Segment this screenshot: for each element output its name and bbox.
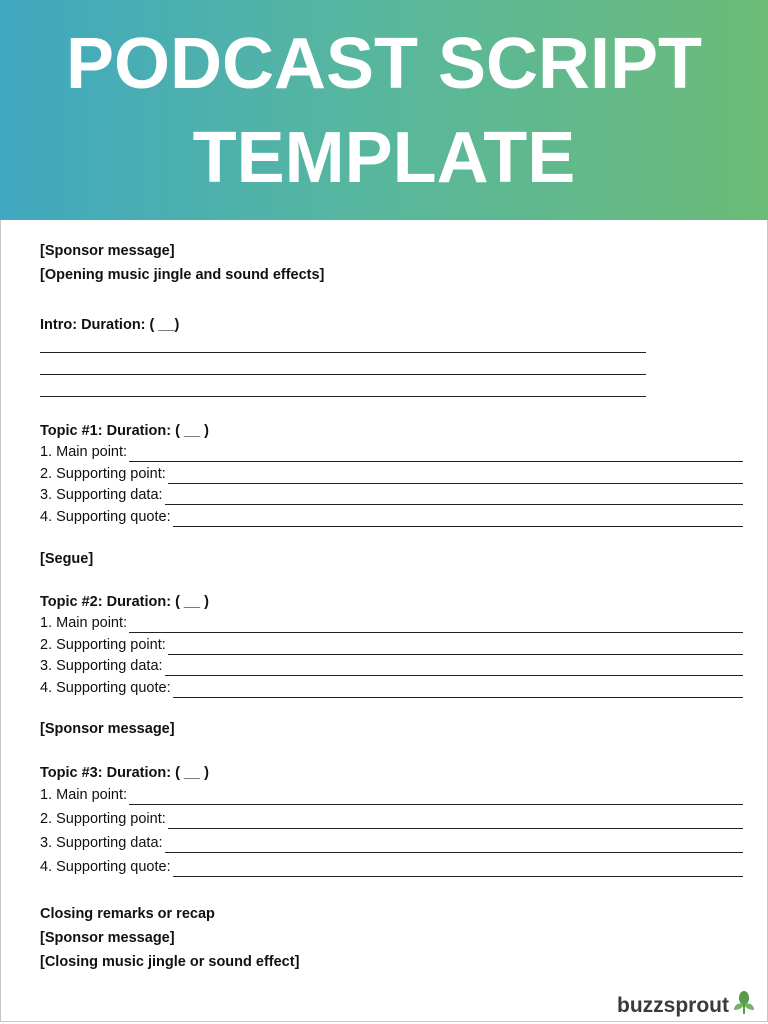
topic2-supporting-point <box>40 635 743 655</box>
topic1-supporting-quote-blank <box>173 512 743 527</box>
topic1-supporting-point <box>40 464 743 484</box>
intro-blank-line-3 <box>40 396 646 397</box>
buzzsprout-logo <box>617 990 755 1021</box>
topic1-supporting-data-label: 3. Supporting data: <box>40 487 163 503</box>
opening-sponsor-message: [Sponsor message] <box>40 243 175 259</box>
topic3-main-point-label: 1. Main point: <box>40 787 128 803</box>
topic3-supporting-quote-blank <box>173 862 743 877</box>
topic2-supporting-point-blank <box>168 640 743 655</box>
topic2-supporting-data-blank <box>165 661 743 676</box>
topic2-main-point-label: 1. Main point: <box>40 615 128 631</box>
topic2-supporting-point-label: 2. Supporting point: <box>40 637 166 653</box>
closing-sponsor-message: [Sponsor message] <box>40 930 175 946</box>
topic3-supporting-quote-label: 4. Supporting quote: <box>40 859 171 875</box>
header-banner <box>0 0 768 220</box>
topic3-supporting-point-label: 2. Supporting point: <box>40 811 166 827</box>
topic3-heading: Topic #3: Duration: ( __ ) <box>40 765 209 781</box>
topic3-supporting-quote <box>40 857 743 877</box>
topic2-supporting-quote-blank <box>173 683 743 698</box>
mid-sponsor-message: [Sponsor message] <box>40 721 175 737</box>
intro-heading: Intro: Duration: ( __) <box>40 317 180 333</box>
topic2-main-point-blank <box>129 618 743 633</box>
segue: [Segue] <box>40 551 94 567</box>
topic1-supporting-point-blank <box>168 469 743 484</box>
topic1-main-point-label: 1. Main point: <box>40 444 128 460</box>
opening-music: [Opening music jingle and sound effects] <box>40 267 325 283</box>
topic1-heading: Topic #1: Duration: ( __ ) <box>40 423 209 439</box>
topic1-supporting-data-blank <box>165 490 743 505</box>
page-title-line-1: PODCAST SCRIPT <box>65 24 703 104</box>
topic2-supporting-data <box>40 656 743 676</box>
topic2-supporting-data-label: 3. Supporting data: <box>40 658 163 674</box>
topic2-heading: Topic #2: Duration: ( __ ) <box>40 594 209 610</box>
topic3-supporting-point <box>40 809 743 829</box>
topic3-main-point <box>40 785 743 805</box>
topic3-main-point-blank <box>129 790 743 805</box>
closing-music: [Closing music jingle or sound effect] <box>40 954 300 970</box>
microphone-leaf-icon <box>733 990 755 1021</box>
intro-blank-line-1 <box>40 352 646 353</box>
topic3-supporting-data-blank <box>165 838 743 853</box>
topic2-supporting-quote-label: 4. Supporting quote: <box>40 680 171 696</box>
topic3-supporting-point-blank <box>168 814 743 829</box>
topic1-supporting-quote-label: 4. Supporting quote: <box>40 509 171 525</box>
page-title-line-2: TEMPLATE <box>192 118 576 198</box>
topic3-supporting-data <box>40 833 743 853</box>
topic1-supporting-quote <box>40 507 743 527</box>
topic3-supporting-data-label: 3. Supporting data: <box>40 835 163 851</box>
topic1-supporting-point-label: 2. Supporting point: <box>40 466 166 482</box>
topic2-main-point <box>40 613 743 633</box>
intro-blank-line-2 <box>40 374 646 375</box>
brand-name: buzzsprout <box>617 993 729 1017</box>
closing-remarks: Closing remarks or recap <box>40 906 215 922</box>
topic1-supporting-data <box>40 485 743 505</box>
topic1-main-point-blank <box>129 447 743 462</box>
topic2-supporting-quote <box>40 678 743 698</box>
topic1-main-point <box>40 442 743 462</box>
